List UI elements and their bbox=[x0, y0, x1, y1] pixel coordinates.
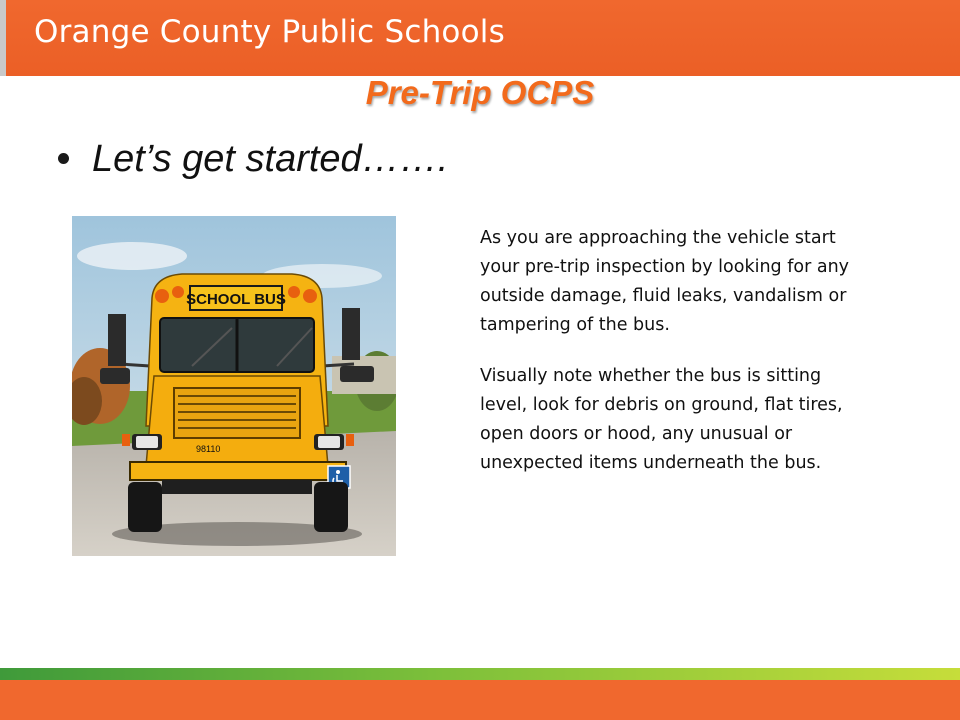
bus-sign-text: SCHOOL BUS bbox=[186, 291, 286, 308]
body-text bbox=[480, 224, 870, 500]
bus-number-text: 98110 bbox=[196, 444, 221, 454]
school-bus-photo bbox=[72, 216, 396, 556]
bullet-dot-icon bbox=[58, 153, 69, 164]
header-banner bbox=[0, 0, 960, 76]
bullet-text: Let’s get started……. bbox=[92, 138, 449, 180]
paragraph-visual-check: Visually note whether the bus is sitting level, look for debris on ground, flat tires, open doors or hood, any unusual or unexpected items underneath the bus. bbox=[480, 366, 843, 473]
footer-orange-bar bbox=[0, 680, 960, 720]
header-title: Orange County Public Schools bbox=[34, 14, 505, 50]
header-edge bbox=[0, 0, 6, 76]
paragraph-approach: As you are approaching the vehicle start your pre-trip inspection by looking for any outside damage, fluid leaks, vandalism or tampering of the bus. bbox=[480, 228, 850, 335]
slide-subtitle: Pre-Trip OCPS bbox=[365, 74, 595, 111]
footer-green-stripe bbox=[0, 668, 960, 680]
